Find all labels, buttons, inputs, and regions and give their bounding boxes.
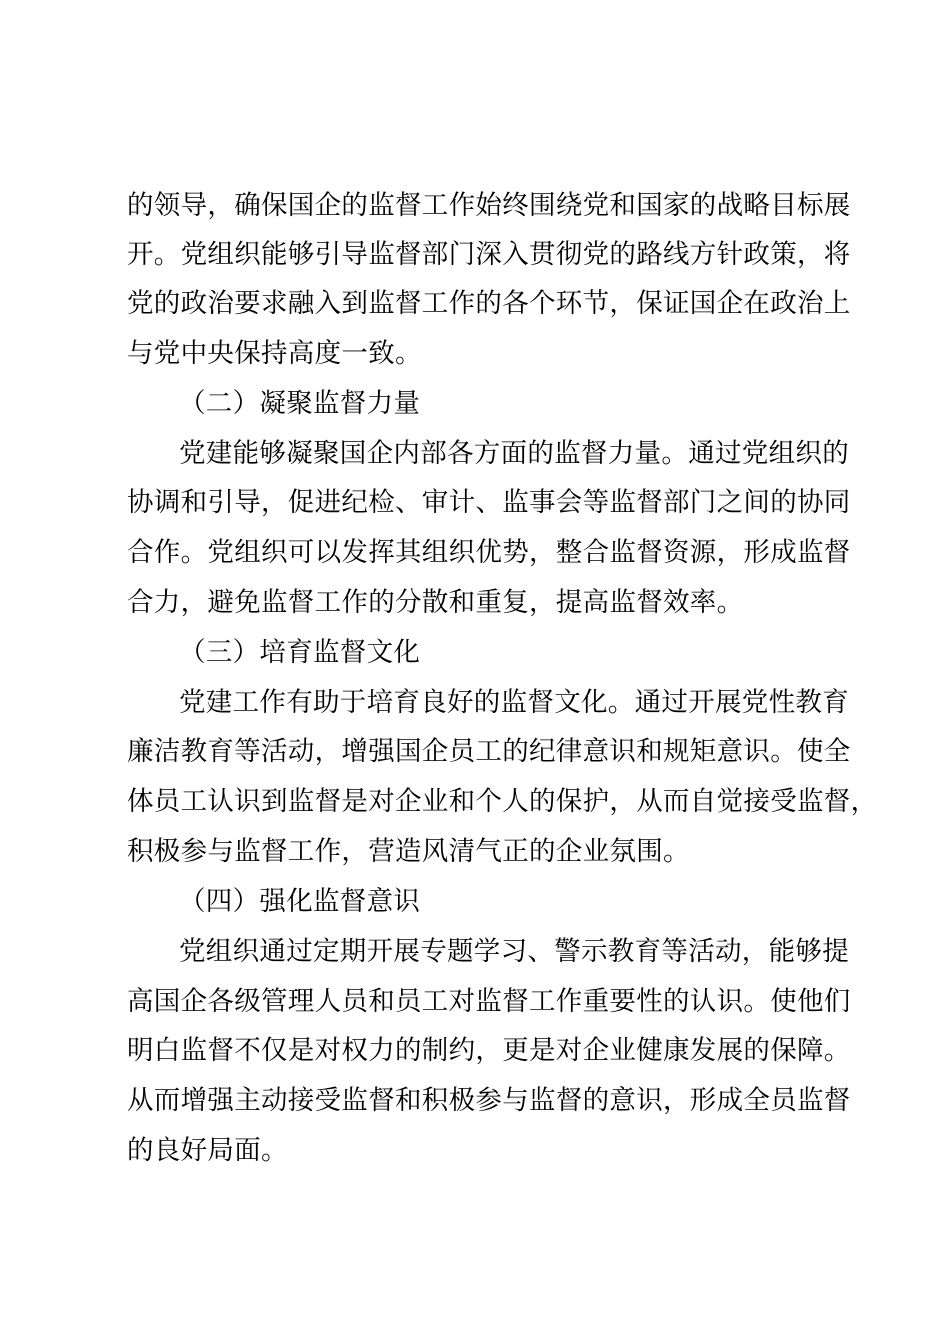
text-line: 党建工作有助于培育良好的监督文化。通过开展党性教育 [179,687,849,718]
text-line: 开。党组织能够引导监督部门深入贯彻党的路线方针政策，将 [127,239,851,270]
text-line: 党组织通过定期开展专题学习、警示教育等活动，能够提 [179,936,849,967]
text-line: 与党中央保持高度一致。 [127,338,422,369]
text-line: 合力，避免监督工作的分散和重复，提高监督效率。 [127,587,744,618]
text-line: 党的政治要求融入到监督工作的各个环节，保证国企在政治上 [127,288,851,319]
text-line: 协调和引导，促进纪检、审计、监事会等监督部门之间的协同 [127,487,851,518]
text-line: 高国企各级管理人员和员工对监督工作重要性的认识。使他们 [127,986,851,1017]
text-line: 党建能够凝聚国企内部各方面的监督力量。通过党组织的 [179,438,849,469]
text-line: 的良好局面。 [127,1135,288,1166]
section-heading: （二）凝聚监督力量 [179,388,421,419]
text-line: 合作。党组织可以发挥其组织优势，整合监督资源，形成监督 [127,537,851,568]
text-line: 廉洁教育等活动，增强国企员工的纪律意识和规矩意识。使全 [127,736,851,767]
text-line: 从而增强主动接受监督和积极参与监督的意识，形成全员监督 [127,1085,851,1116]
text-line: 积极参与监督工作，营造风清气正的企业氛围。 [127,836,690,867]
section-heading: （三）培育监督文化 [179,637,421,668]
text-line: 明白监督不仅是对权力的制约，更是对企业健康发展的保障。 [127,1035,851,1066]
text-line: 体员工认识到监督是对企业和个人的保护，从而自觉接受监督， [127,786,878,817]
section-heading: （四）强化监督意识 [179,886,421,917]
text-line: 的领导，确保国企的监督工作始终围绕党和国家的战略目标展 [127,190,851,221]
